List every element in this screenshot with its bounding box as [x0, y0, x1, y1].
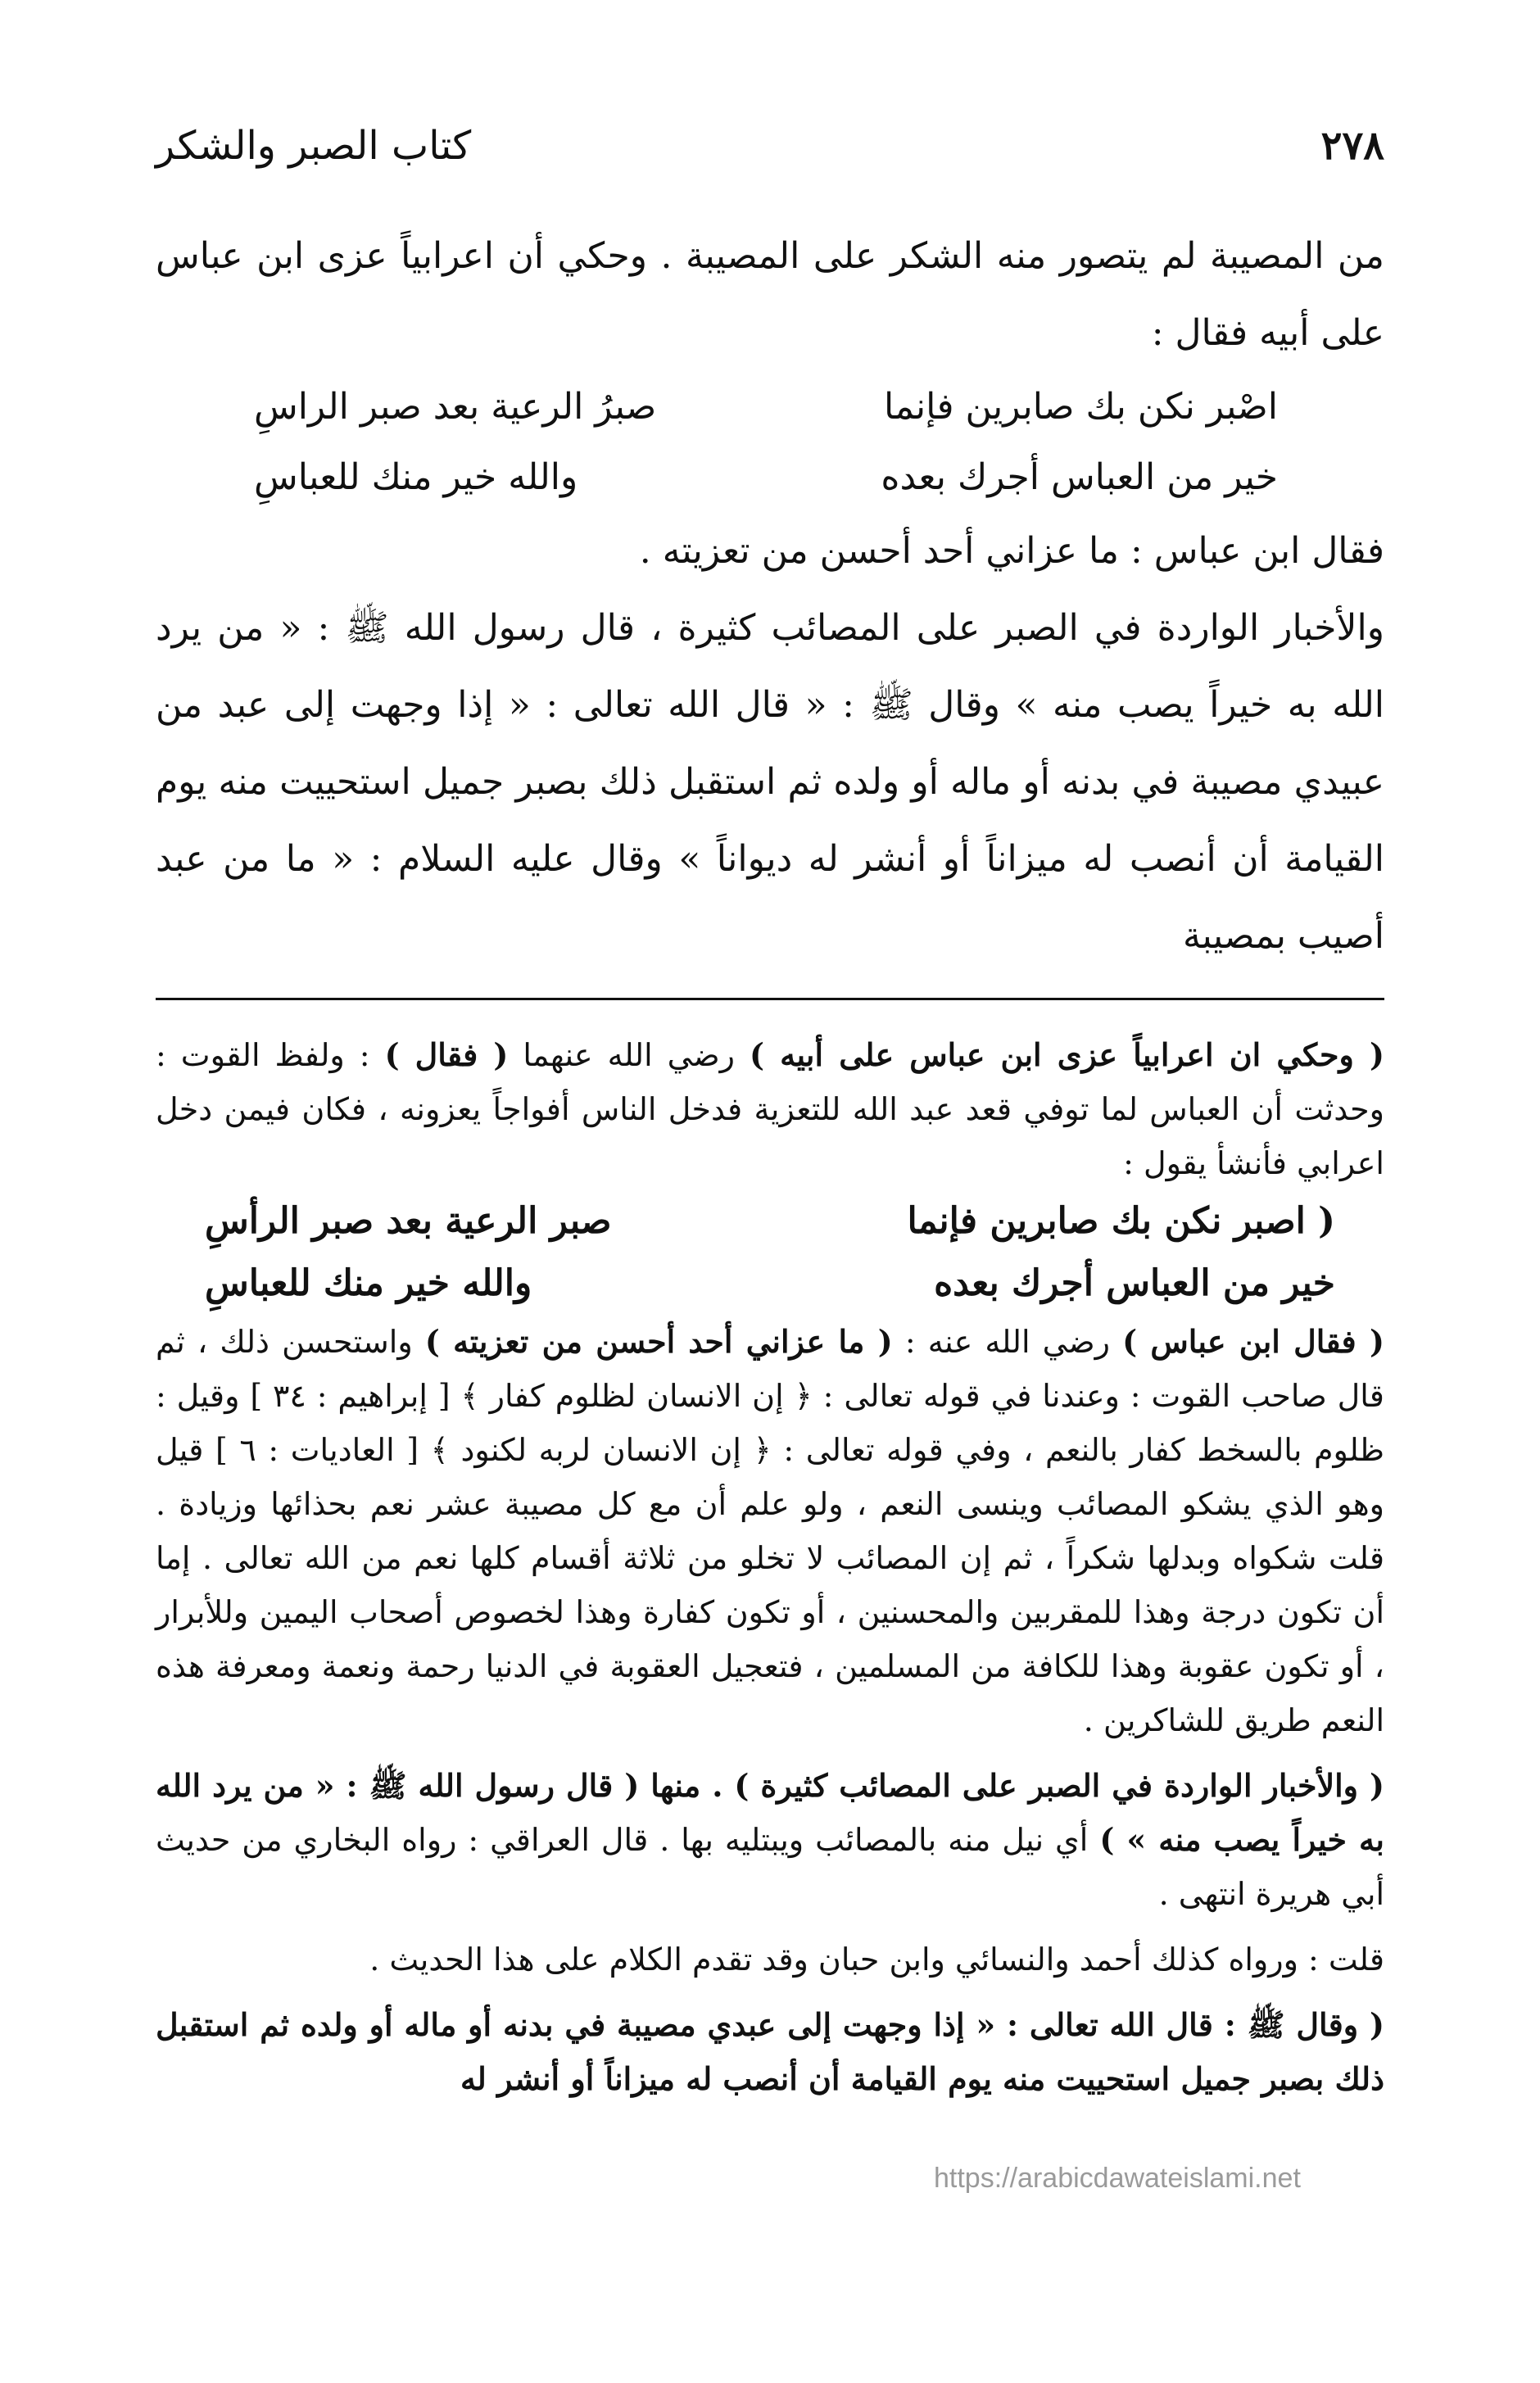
paragraph-2: فقال ابن عباس : ما عزاني أحد أحسن من تعزيته .	[639, 530, 1384, 572]
note-1-text: : ولفظ القوت : وحدثت أن العباس لما توفي قعد عبد الله للتعزية فدخل الناس أفواجاً يعزونه ، فكان فيمن دخل اعرابي فأنشأ يقول :	[156, 1037, 1384, 1181]
page-header	[156, 123, 1384, 169]
note-verse-1-first: ( اصبر نكن بك صابرين فإنما	[907, 1200, 1335, 1242]
note-2-quote: ( فقال ابن عباس )	[1122, 1323, 1384, 1360]
verse-line-2	[156, 442, 1384, 513]
note-2	[156, 1315, 1384, 1747]
main-text	[156, 218, 1384, 975]
note-3	[156, 1759, 1384, 1921]
note-5: ( وقال ﷺ : قال الله تعالى : « إذا وجهت إلى عبدي مصيبة في بدنه أو ماله أو ولده ثم استقبل ذلك بصبر جميل استحييت منه يوم القيامة أن أنصب له ميزاناً أو أنشر له	[156, 2006, 1384, 2097]
paragraph-1: من المصيبة لم يتصور منه الشكر على المصيبة . وحكي أن اعرابياً عزى ابن عباس على أبيه فقال :	[156, 235, 1384, 354]
note-verse-line-1	[156, 1190, 1384, 1253]
note-verse-2-second: والله خير منك للعباسِ	[205, 1262, 532, 1304]
paragraph-3: والأخبار الواردة في الصبر على المصائب كثيرة ، قال رسول الله ﷺ : « من يرد الله به خيراً يصب منه » وقال ﷺ : « قال الله تعالى : « إذا وجهت إلى عبد من عبيدي مصيبة في بدنه أو ماله أو ولده ثم استقبل ذلك بصبر جميل استحييت منه يوم القيامة أن أنصب له ميزاناً أو أنشر له ديواناً » وقال عليه السلام : « ما من عبد أصيب بمصيبة	[156, 607, 1384, 957]
note-3-quote: ( والأخبار الواردة في الصبر على المصائب كثيرة ) . منها ( قال رسول الله ﷺ : « من يرد الله به خيراً يصب منه » )	[156, 1767, 1384, 1858]
footnote-divider	[156, 998, 1384, 1000]
note-3-text: أي نيل منه بالمصائب ويبتليه بها . قال العراقي : رواه البخاري من حديث أبي هريرة انتهى .	[156, 1822, 1384, 1912]
note-2-mid: رضي الله عنه :	[892, 1324, 1123, 1360]
book-title: كتاب الصبر والشكر	[156, 123, 472, 169]
verse-1-first-hemistich: اصْبر نكن بك صابرين فإنما	[883, 386, 1278, 428]
verse-2-second-hemistich: والله خير منك للعباسِ	[254, 456, 578, 498]
note-2-quote-2: ( ما عزاني أحد أحسن من تعزيته )	[424, 1323, 893, 1360]
note-1-quote-2: ( فقال )	[384, 1036, 509, 1073]
note-verse-2-first: خير من العباس أجرك بعده	[934, 1262, 1335, 1304]
note-1-mid: رضي الله عنهما	[508, 1037, 750, 1073]
note-2-text: واستحسن ذلك ، ثم قال صاحب القوت : وعندنا في قوله تعالى : ﴿ إن الانسان لظلوم كفار ﴾ [ إبراهيم : ٣٤ ] وقيل : ظلوم بالسخط كفار بالنعم ، وفي قوله تعالى : ﴿ إن الانسان لربه لكنود ﴾ [ العاديات : ٦ ] قيل وهو الذي يشكو المصائب وينسى النعم ، ولو علم أن مع كل مصيبة عشر نعم بحذائها وزيادة . قلت شكواه وبدلها شكراً ، ثم إن المصائب لا تخلو من ثلاثة أقسام كلها نعم من الله تعالى . إما أن تكون درجة وهذا للمقربين والمحسنين ، أو تكون كفارة وهذا لخصوص أصحاب اليمين وللأبرار ، أو تكون عقوبة وهذا للكافة من المسلمين ، فتعجيل العقوبة في الدنيا رحمة ونعمة ومعرفة هذه النعم طريق للشاكرين .	[156, 1324, 1384, 1738]
watermark-url: https://arabicdawateislami.net	[934, 2163, 1301, 2194]
note-1	[156, 1028, 1384, 1190]
verse-1-second-hemistich: صبرُ الرعية بعد صبر الراسِ	[254, 386, 657, 428]
note-1-quote: ( وحكي ان اعرابياً عزى ابن عباس على أبيه )	[749, 1036, 1384, 1073]
commentary-section	[156, 1028, 1384, 2106]
page-number: ٢٧٨	[1320, 123, 1384, 169]
book-page	[156, 123, 1384, 2106]
note-verse-line-2	[156, 1253, 1384, 1315]
note-4: قلت : ورواه كذلك أحمد والنسائي وابن حبان وقد تقدم الكلام على هذا الحديث .	[369, 1941, 1384, 1978]
verse-2-first-hemistich: خير من العباس أجرك بعده	[881, 456, 1278, 498]
note-verse-1-second: صبر الرعية بعد صبر الرأسِ	[205, 1200, 612, 1242]
verse-line-1	[156, 372, 1384, 442]
